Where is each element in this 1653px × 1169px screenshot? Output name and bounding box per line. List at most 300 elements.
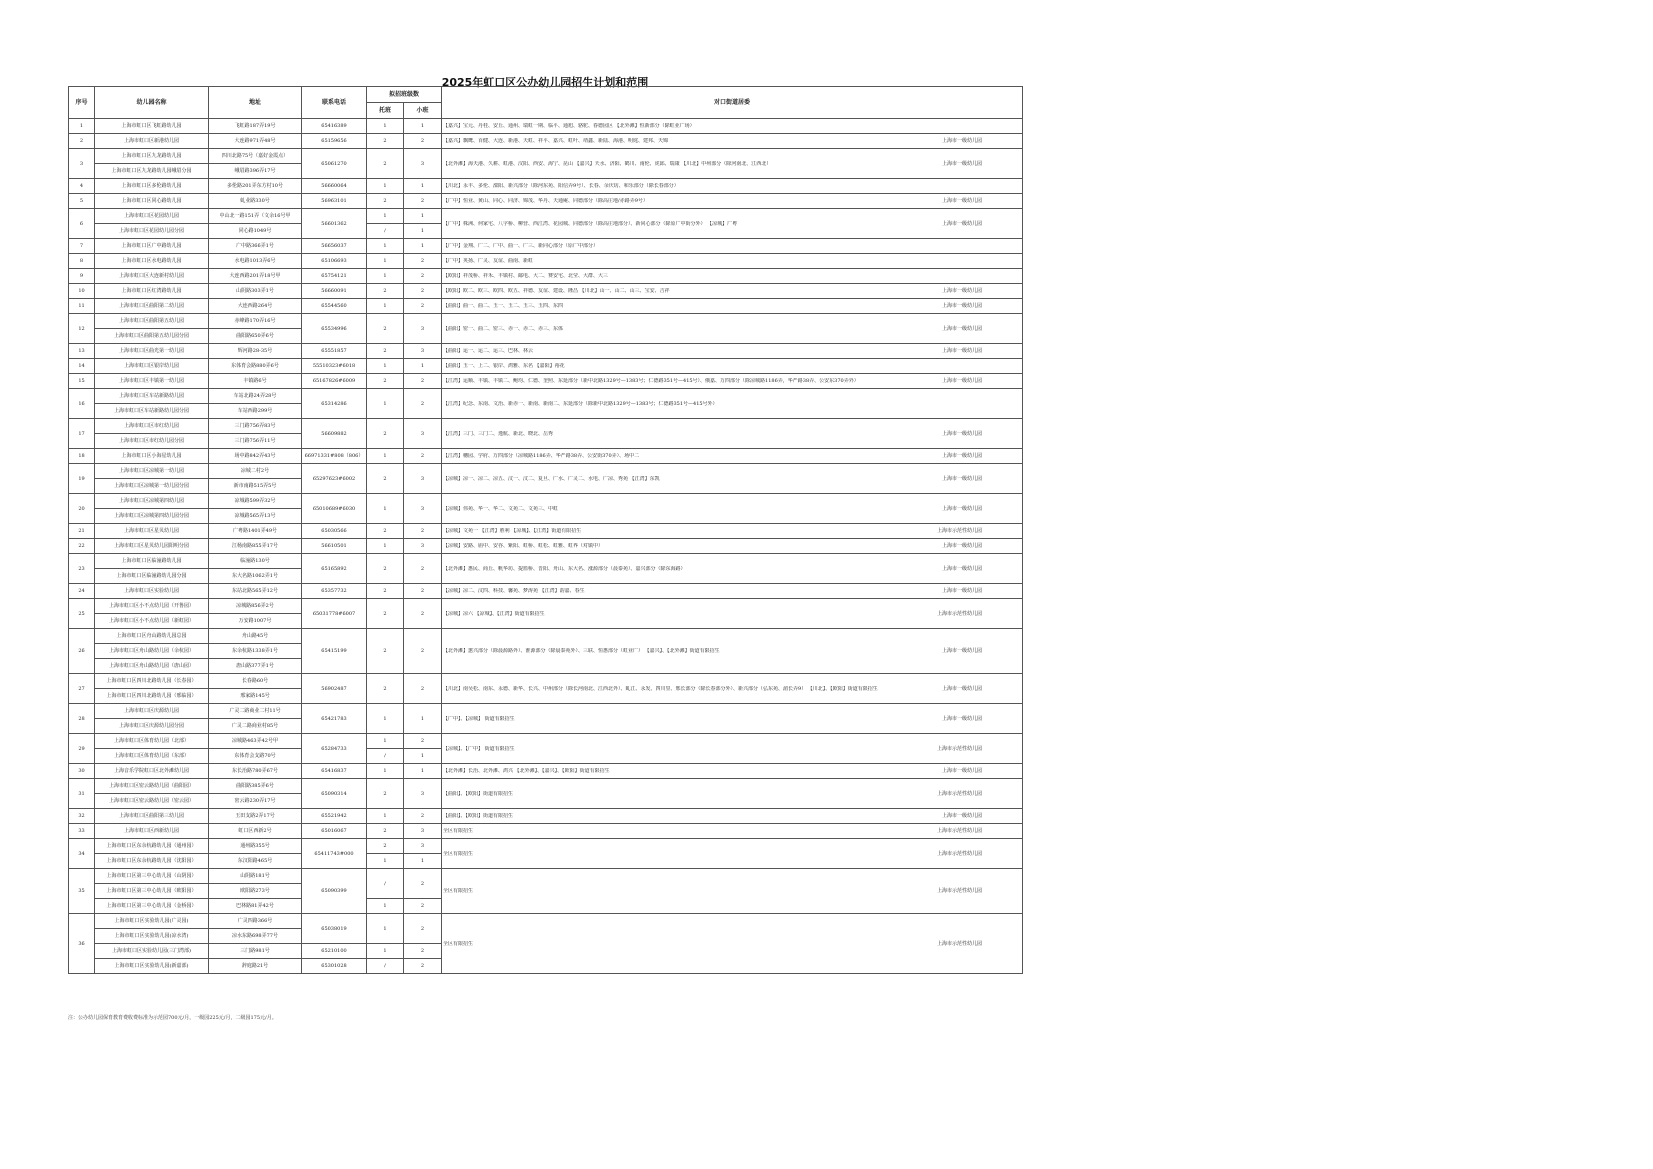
row-number: 25 [69,599,95,629]
xiaoban-count: 3 [404,824,442,839]
kindergarten-name: 上海市虹口区体育幼儿园（北部） [95,734,209,749]
tuoban-count: 2 [367,674,404,704]
table-row [69,254,1023,269]
kindergarten-address: 大连西路264号 [209,299,302,314]
kindergarten-level: 上海市示范性幼儿园 [937,850,983,857]
contact-phone: 65038019 [302,914,367,944]
scope-cell [442,809,1023,824]
kindergarten-address: 东汉阳路465号 [209,854,302,869]
row-number: 11 [69,299,95,314]
kindergarten-name: 上海市虹口区车站新路幼儿园 [95,389,209,404]
tuoban-count: 2 [367,839,404,854]
kindergarten-name: 上海市虹口区第三中心幼儿园（欧阳园） [95,884,209,899]
table-row [69,809,1023,824]
kindergarten-level: 上海市示范性幼儿园 [937,528,983,534]
kindergarten-level: 上海市示范性幼儿园 [937,888,983,894]
scope-text: 【川北】南吴松、南东、永德、新华、长兴、中州部分（除长河南北、江西北外）、虬江、永发、四川里、邢长部分（除长春部分外）、新兴部分（弘东苑、湄长弄9） 【川北】、【欧阳】街道有限招生 [443,685,878,692]
kindergarten-address: 东体育会支路70号 [209,749,302,764]
kindergarten-name: 上海市虹口区实验幼儿园(新嘉部) [95,959,209,974]
kindergarten-name: 上海市虹口区小不点幼儿园（开鲁园） [95,599,209,614]
kindergarten-name: 上海市虹口区舟山路幼儿园总园 [95,629,209,644]
table-row [69,119,1023,134]
row-number: 6 [69,209,95,239]
contact-phone: 65301028 [302,959,367,974]
kindergarten-address: 东大名路1062弄1号 [209,569,302,584]
scope-text: 【凉城】文苑一 【江湾】胜利 【凉城】、【江湾】街道有限招生 [443,528,582,534]
xiaoban-count: 2 [404,584,442,599]
xiaoban-count: 2 [404,914,442,944]
kindergarten-level: 上海市一级幼儿园 [942,685,983,692]
kindergarten-address: 巴林路81弄42号 [209,899,302,914]
contact-phone: 65416837 [302,764,367,779]
xiaoban-count: 1 [404,764,442,779]
kindergarten-name: 上海市虹口区密云路幼儿园（密云园） [95,794,209,809]
xiaoban-count: 1 [404,704,442,734]
kindergarten-name: 上海市虹口区飞虹路幼儿园 [95,119,209,134]
kindergarten-name: 上海市虹口区九龙路幼儿园峨眉分园 [95,164,209,179]
tuoban-count: 1 [367,209,404,224]
scope-text: 【广中】恒业、黄山、同心、同济、锦茂、华丹、天通庵、同德部分（除高庄地/赤路弄9号） [443,198,648,204]
table-row [69,824,1023,839]
scope-text: 【凉城】凉二、汶四、科技、馨苑、梦涛苑 【江湾】韵嘉、春生 [443,588,585,594]
kindergarten-level: 上海市一级幼儿园 [942,715,983,722]
kindergarten-name: 上海市虹口区实验幼儿园(三门湾部) [95,944,209,959]
scope-cell [442,284,1023,299]
table-row [69,539,1023,554]
kindergarten-address: 山阴路181号 [209,869,302,884]
row-number: 31 [69,779,95,809]
kindergarten-address: 东余杭路1338弄1号 [209,644,302,659]
tuoban-count: 2 [367,629,404,674]
kindergarten-name: 上海市虹口区凉城第四幼儿园 [95,494,209,509]
kindergarten-name: 上海市虹口区舟山路幼儿园（唐山园） [95,659,209,674]
table-row [69,524,1023,539]
kindergarten-address: 万安路1007号 [209,614,302,629]
kindergarten-address: 玉田支路2弄17号 [209,809,302,824]
kindergarten-name: 上海市虹口区临潼路幼儿园分园 [95,569,209,584]
row-number: 16 [69,389,95,419]
scope-text: 【曲阳】玉一、上二、银岸、鸿雅、东名 【嘉阳】裕花 [443,363,565,369]
xiaoban-count: 2 [404,254,442,269]
kindergarten-level: 上海市一级幼儿园 [942,453,983,459]
scope-text: 【北外滩】惠民、商丘、帆华坊、提篮桥、晋阳、舟山、东大名、涨源部分（晨泰苑）、嘉兴部分（除东海路） [443,565,686,572]
scope-cell [442,779,1023,809]
contact-phone: 65031778#6007 [302,599,367,629]
kindergarten-name: 上海市虹口区曲阳第五幼儿园分园 [95,329,209,344]
scope-text: 【欧阳】祥茂桥、祥禾、丰镇村、邮电、大二、赛安宅、北莹、大群、大三 [443,273,609,279]
table-row [69,839,1023,854]
scope-text: 全区有限招生 [443,828,474,834]
kindergarten-name: 上海市虹口区庆源幼儿园分园 [95,719,209,734]
kindergarten-name: 上海市虹口区实验幼儿园 [95,584,209,599]
scope-text: 【凉城】凉一、凉二、凉五、汶一、汶二、复旦、广水、广灵二、水电、广凉、秀苑 【江湾】东凯 [443,475,660,482]
kindergarten-address: 中山北一路151弄（文余16号甲 [209,209,302,224]
scope-cell [442,359,1023,374]
contact-phone: 56656037 [302,239,367,254]
contact-phone: 65090399 [302,869,367,914]
kindergarten-name: 上海市虹口区四川北路幼儿园（长春园） [95,674,209,689]
kindergarten-name: 上海市虹口区花园幼儿园分园 [95,224,209,239]
contact-phone: 65210100 [302,944,367,959]
xiaoban-count: 2 [404,524,442,539]
row-number: 15 [69,374,95,389]
table-row [69,674,1023,689]
contact-phone: 56660091 [302,284,367,299]
contact-phone: 65165892 [302,554,367,584]
kindergarten-name: 上海市虹口区四川北路幼儿园（邢临园） [95,689,209,704]
row-number: 14 [69,359,95,374]
tuoban-count: 1 [367,359,404,374]
table-row [69,359,1023,374]
contact-phone: 65754121 [302,269,367,284]
kindergarten-address: 辞庭路21号 [209,959,302,974]
kindergarten-level: 上海市一级幼儿园 [942,220,983,227]
xiaoban-count: 2 [404,449,442,464]
kindergarten-address: 长春路60号 [209,674,302,689]
header-scope: 对口街道居委 [442,87,1023,119]
kindergarten-address: 曲阳路650弄6号 [209,329,302,344]
kindergarten-name: 上海市虹口区第三中心幼儿园（山阴园） [95,869,209,884]
xiaoban-count: 2 [404,134,442,149]
kindergarten-level: 上海市一级幼儿园 [942,813,983,819]
tuoban-count: 1 [367,179,404,194]
table-row [69,764,1023,779]
contact-phone: 65411743#000 [302,839,367,869]
xiaoban-count: 3 [404,464,442,494]
scope-text: 【曲阳】密一、曲二、密三、赤一、赤二、赤三、东体 [443,325,564,332]
row-number: 28 [69,704,95,734]
table-row [69,194,1023,209]
scope-cell [442,704,1023,734]
contact-phone: 65159656 [302,134,367,149]
table-row [69,599,1023,614]
tuoban-count: 2 [367,149,404,179]
tuoban-count: 1 [367,449,404,464]
tuoban-count: 1 [367,914,404,944]
kindergarten-address: 丰镇路6号 [209,374,302,389]
scope-cell [442,464,1023,494]
kindergarten-address: 曲阳路385弄6号 [209,779,302,794]
xiaoban-count: 3 [404,779,442,809]
tuoban-count: / [367,869,404,899]
table-row [69,584,1023,599]
row-number: 36 [69,914,95,974]
scope-text: 【凉城】凉六 【凉城】、【江湾】街道有限招生 [443,610,545,617]
table-row [69,734,1023,749]
tuoban-count: / [367,224,404,239]
kindergarten-name: 上海市虹口区曲阳第五幼儿园 [95,314,209,329]
table-body [69,119,1023,974]
kindergarten-level: 上海市一级幼儿园 [942,160,983,167]
contact-phone: 65284733 [302,734,367,764]
xiaoban-count: 2 [404,899,442,914]
table-row [69,914,1023,929]
kindergarten-level: 上海市示范性幼儿园 [937,610,983,617]
contact-phone: 65010689#6030 [302,494,367,524]
scope-text: 【曲阳】、【欧阳】街道有限招生 [443,790,514,797]
kindergarten-address: 赤峰路170弄16号 [209,314,302,329]
tuoban-count: 2 [367,134,404,149]
table-row [69,419,1023,434]
row-number: 5 [69,194,95,209]
kindergarten-level: 上海市一级幼儿园 [942,648,983,654]
scope-cell [442,179,1023,194]
tuoban-count: 1 [367,854,404,869]
table-row [69,149,1023,164]
contact-phone: 56660064 [302,179,367,194]
scope-cell [442,839,1023,869]
kindergarten-name: 上海市虹口区九龙路幼儿园 [95,149,209,164]
kindergarten-address: 车站北路24弄28号 [209,389,302,404]
scope-text: 【广中】英扬、广灵、友谊、曲南、新虹 [443,258,534,264]
contact-phone: 56601362 [302,209,367,239]
scope-text: 【凉城】、【广中】 街道有限招生 [443,745,515,752]
scope-text: 【凉城】伟苑、华一、华二、文苑二、文苑三、中虹 [443,505,559,512]
kindergarten-address: 广灵二路商业二村11号 [209,704,302,719]
xiaoban-count: 2 [404,554,442,584]
scope-cell [442,599,1023,629]
tuoban-count: 1 [367,734,404,749]
scope-cell [442,194,1023,209]
contact-phone: 65416389 [302,119,367,134]
scope-cell [442,539,1023,554]
tuoban-count: 2 [367,554,404,584]
kindergarten-level: 上海市一级幼儿园 [942,378,983,384]
kindergarten-level: 上海市一级幼儿园 [942,505,983,512]
scope-text: 全区有限招生 [443,850,474,857]
kindergarten-name: 上海市虹口区实验幼儿园(凉水湾) [95,929,209,944]
contact-phone: 56609882 [302,419,367,449]
kindergarten-level: 上海市一级幼儿园 [942,138,983,144]
contact-phone: 65061270 [302,149,367,179]
row-number: 21 [69,524,95,539]
kindergarten-address: 飞虹路187弄19号 [209,119,302,134]
table-row [69,299,1023,314]
tuoban-count: 1 [367,764,404,779]
scope-cell [442,494,1023,524]
row-number: 34 [69,839,95,869]
xiaoban-count: 2 [404,959,442,974]
tuoban-count: 1 [367,389,404,419]
kindergarten-name: 上海市虹口区新港幼儿园 [95,134,209,149]
row-number: 32 [69,809,95,824]
table-row [69,314,1023,329]
kindergarten-name: 上海市虹口区多伦路幼儿园 [95,179,209,194]
kindergarten-level: 上海市示范性幼儿园 [937,828,983,834]
scope-text: 【江湾】运顺、丰镇、丰镇二、鲍均、仁德、奎照、东延部分（新中北路1329号—1383号；仁德路351号—415号）、俄嘉、万四部分（除凉城路1186弄，华严路38弄、公安东370弄外） [443,378,859,384]
kindergarten-name: 上海市虹口区丰镇第一幼儿园 [95,374,209,389]
scope-text: 【嘉兴】宝元、丹桂、安丘、通州、瑞虹一期、临平、通旭、骆驼、春德园区 【北外滩】恒新部分（除虹业广场） [443,123,695,129]
row-number: 20 [69,494,95,524]
kindergarten-name: 上海音乐学院虹口区北外滩幼儿园 [95,764,209,779]
tuoban-count: 1 [367,539,404,554]
contact-phone: 56610501 [302,539,367,554]
scope-cell [442,554,1023,584]
kindergarten-name: 上海市虹口区花园幼儿园 [95,209,209,224]
kindergarten-address: 临潼路130号 [209,554,302,569]
scope-cell [442,119,1023,134]
row-number: 27 [69,674,95,704]
table-row [69,629,1023,644]
contact-phone: 65534996 [302,314,367,344]
contact-phone: 65421783 [302,704,367,734]
kindergarten-address: 舟山路45号 [209,629,302,644]
tuoban-count: 1 [367,269,404,284]
xiaoban-count: 2 [404,809,442,824]
row-number: 22 [69,539,95,554]
contact-phone: 65106693 [302,254,367,269]
scope-cell [442,734,1023,764]
xiaoban-count: 3 [404,494,442,524]
header-tuoban: 托班 [367,103,404,119]
scope-text: 【曲阳】曲一、曲二、玉一、玉二、玉三、玉四、东四 [443,303,564,309]
scope-cell [442,449,1023,464]
kindergarten-name: 上海市虹口区凉城第一幼儿园 [95,464,209,479]
contact-phone: 65415199 [302,629,367,674]
xiaoban-count: 3 [404,314,442,344]
scope-text: 【江湾】纪念、东南、文治、新赤一、新南、新南二、东延部分（除新中北路1329号—1383号；仁德路351号—415号外） [443,400,718,407]
scope-text: 【江湾】三门、三门二、逸航、新北、晓北、岳秀 [443,430,554,437]
kindergarten-name: 上海市虹口区东余杭路幼儿园（沈阳园） [95,854,209,869]
kindergarten-level: 上海市一级幼儿园 [942,348,983,354]
kindergarten-address: 虬业路330号 [209,194,302,209]
table-row [69,239,1023,254]
kindergarten-address: 同心路1049号 [209,224,302,239]
row-number: 9 [69,269,95,284]
kindergarten-address: 大连西路201弄18号甲 [209,269,302,284]
row-number: 2 [69,134,95,149]
row-number: 8 [69,254,95,269]
xiaoban-count: 2 [404,374,442,389]
tuoban-count: 1 [367,704,404,734]
kindergarten-name: 上海市虹口区凉城第四幼儿园分园 [95,509,209,524]
scope-cell [442,209,1023,239]
xiaoban-count: 1 [404,854,442,869]
scope-text: 【北外滩】海天港、久耕、虹港、汉阳、西安、海宁、昆山 【嘉兴】天水、济阳、鹤川、南伦、虎邱、瑞康 【川北】中州部分（除河南北、江西北） [443,160,772,167]
scope-text: 【凉城】安路、庙中、安谷、紫阳、虹桥、虹松、虹雅、虹界（对镇中） [443,543,604,549]
row-number: 23 [69,554,95,584]
kindergarten-level: 上海市一级幼儿园 [942,565,983,572]
tuoban-count: 2 [367,779,404,809]
kindergarten-address: 水电路1013弄6号 [209,254,302,269]
header-phone: 联系电话 [302,87,367,119]
kindergarten-address: 东体育会路880弄6号 [209,359,302,374]
kindergarten-level: 上海市一级幼儿园 [942,768,983,774]
tuoban-count: 1 [367,239,404,254]
header-name: 幼儿园名称 [95,87,209,119]
tuoban-count: 2 [367,194,404,209]
scope-text: 【曲阳】运一、运二、运三、巴林、林云 [443,348,534,354]
kindergarten-address: 多伦路201弄东方村10号 [209,179,302,194]
kindergarten-address: 三门路981号 [209,944,302,959]
xiaoban-count: 2 [404,869,442,899]
kindergarten-name: 上海市虹口区广中路幼儿园 [95,239,209,254]
row-number: 12 [69,314,95,344]
contact-phone: 56902487 [302,674,367,704]
xiaoban-count: 1 [404,209,442,224]
row-number: 35 [69,869,95,914]
scope-cell [442,524,1023,539]
kindergarten-name: 上海市虹口区曲光第一幼儿园 [95,344,209,359]
row-number: 4 [69,179,95,194]
kindergarten-name: 上海市虹口区水电路幼儿园 [95,254,209,269]
kindergarten-name: 上海市虹口区小海星幼儿园 [95,449,209,464]
kindergarten-address: 辉河路28-35号 [209,344,302,359]
kindergarten-address: 邢家路145号 [209,689,302,704]
kindergarten-address: 广灵四路366号 [209,914,302,929]
kindergarten-name: 上海市虹口区西新幼儿园 [95,824,209,839]
tuoban-count: 2 [367,824,404,839]
row-number: 13 [69,344,95,359]
xiaoban-count: 2 [404,284,442,299]
scope-cell [442,419,1023,449]
kindergarten-level: 上海市一级幼儿园 [942,303,983,309]
table-row [69,779,1023,794]
kindergarten-name: 上海市虹口区星贝幼儿园 [95,524,209,539]
xiaoban-count: 1 [404,749,442,764]
xiaoban-count: 3 [404,149,442,179]
kindergarten-address: 三门路756弄83号 [209,419,302,434]
xiaoban-count: 2 [404,599,442,629]
row-number: 24 [69,584,95,599]
kindergarten-address: 东长治路780弄67号 [209,764,302,779]
enrollment-table [68,86,1023,974]
kindergarten-address: 凉城二村2号 [209,464,302,479]
scope-cell [442,629,1023,674]
scope-cell [442,584,1023,599]
table-row [69,134,1023,149]
contact-phone: 66971331#808（806） [302,449,367,464]
kindergarten-address: 峨眉路396弄17号 [209,164,302,179]
contact-phone: 65030566 [302,524,367,539]
xiaoban-count: 2 [404,194,442,209]
table-row [69,494,1023,509]
tuoban-count: 1 [367,119,404,134]
kindergarten-name: 上海市虹口区密云路幼儿园（曲阳园） [95,779,209,794]
scope-text: 【江湾】穗园、学府、万四部分（凉城路1186弄、华严路38弄、公安街370弄）、场中二 [443,453,640,459]
scope-cell [442,914,1023,974]
table-row [69,179,1023,194]
scope-cell [442,344,1023,359]
contact-phone: 65357732 [302,584,367,599]
scope-text: 全区有限招生 [443,888,474,894]
kindergarten-level: 上海市一级幼儿园 [942,198,983,204]
scope-text: 【北外滩】长治、北外滩、鸿兴 【北外滩】、【嘉兴】、【欧阳】街道有限招生 [443,768,610,774]
tuoban-count: 1 [367,809,404,824]
scope-cell [442,674,1023,704]
contact-phone: 65551857 [302,344,367,359]
kindergarten-address: 通州路355号 [209,839,302,854]
kindergarten-address: 凉城路463弄42号甲 [209,734,302,749]
table-row [69,704,1023,719]
kindergarten-name: 上海市虹口区大连新村幼儿园 [95,269,209,284]
contact-phone: 65544560 [302,299,367,314]
row-number: 29 [69,734,95,764]
kindergarten-name: 上海市虹口区体育幼儿园（东部） [95,749,209,764]
xiaoban-count: 1 [404,239,442,254]
kindergarten-address: 三门路756弄11号 [209,434,302,449]
kindergarten-name: 上海市虹口区舟山路幼儿园（余杭园） [95,644,209,659]
tuoban-count: 2 [367,584,404,599]
kindergarten-name: 上海市虹口区星贝幼儿园阳明分园 [95,539,209,554]
kindergarten-name: 上海市虹口区庆源幼儿园 [95,704,209,719]
row-number: 17 [69,419,95,449]
kindergarten-address: 虹口区西新2号 [209,824,302,839]
scope-cell [442,389,1023,419]
tuoban-count: 1 [367,254,404,269]
contact-phone: 65167826#6009 [302,374,367,389]
tuoban-count: 1 [367,299,404,314]
